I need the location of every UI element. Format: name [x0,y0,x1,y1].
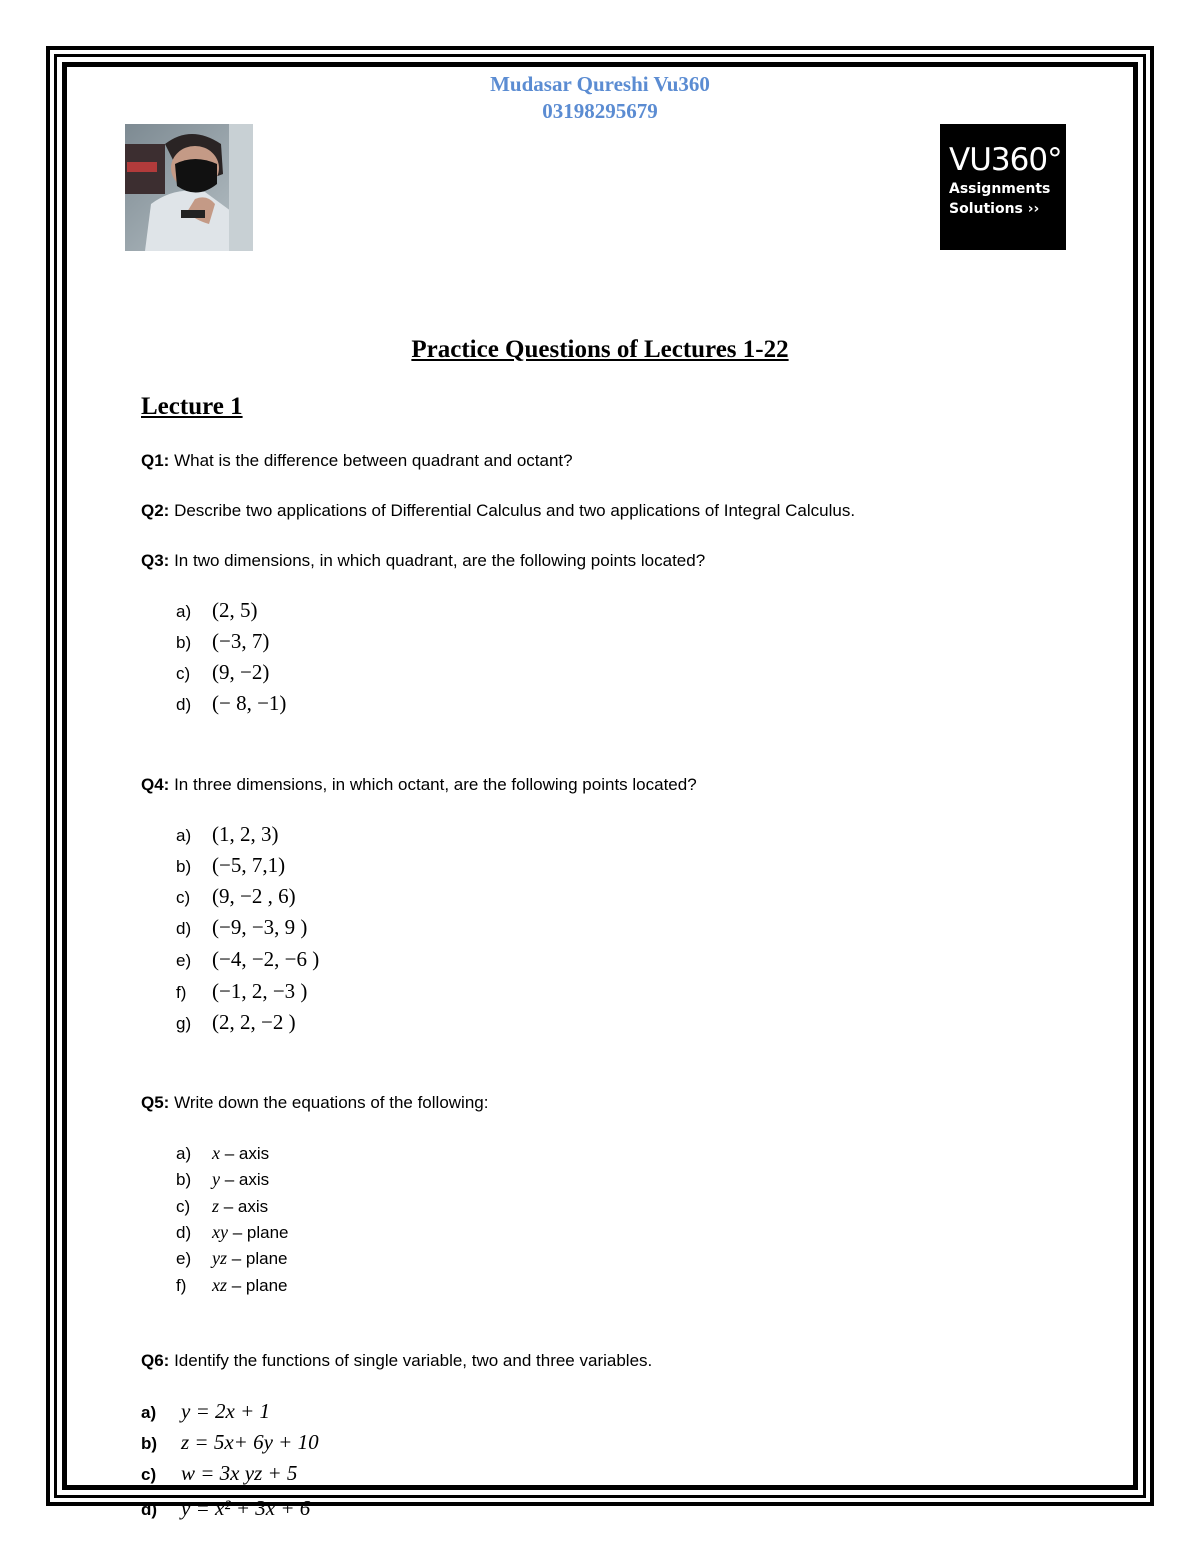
option-label: b) [176,633,192,652]
option-label: f) [176,1276,187,1295]
question-number: Q2: [141,501,170,520]
option-value: w = 3x yz + 5 [181,1461,298,1485]
question-3 [141,551,705,571]
option-value: (9, −2) [212,660,270,684]
lecture-heading: Lecture 1 [141,393,243,420]
question-text: In two dimensions, in which quadrant, are the following points located? [174,551,706,570]
question-4 [141,775,697,795]
option-value: z = 5x+ 6y + 10 [181,1430,319,1454]
option-item [176,1248,288,1269]
option-item [176,884,296,909]
option-rest: – axis [219,1197,269,1216]
question-6 [141,1351,652,1371]
option-label: e) [176,951,192,970]
option-variable: xz [212,1275,227,1295]
option-rest: – plane [227,1223,289,1242]
option-item [176,915,307,940]
option-label: g) [176,1014,192,1033]
option-variable: x [212,1143,220,1163]
option-value: (−4, −2, −6 ) [212,947,320,971]
double-chevron-icon: ›› [1027,201,1040,217]
option-item [176,1275,288,1296]
option-variable: yz [212,1248,227,1268]
option-item [176,1222,288,1243]
option-value: (−5, 7,1) [212,853,286,877]
option-item [176,853,285,878]
option-item [176,598,258,623]
option-variable: y [212,1169,220,1189]
option-item [176,691,286,716]
option-rest: – plane [227,1249,288,1268]
option-item [176,1196,268,1217]
question-number: Q1: [141,451,170,470]
option-label: a) [176,1144,192,1163]
question-1 [141,451,573,471]
option-item [176,947,319,972]
option-value: (−9, −3, 9 ) [212,915,308,939]
question-number: Q4: [141,775,170,794]
question-text: What is the difference between quadrant and octant? [174,451,573,470]
option-variable: z [212,1196,220,1216]
option-item [141,1496,310,1521]
option-label: d) [176,919,192,938]
question-text: Write down the equations of the following: [174,1093,489,1112]
question-2 [141,501,855,521]
option-variable: xy [212,1222,228,1242]
question-text: Identify the functions of single variable, two and three variables. [174,1351,653,1370]
option-label: a) [141,1403,157,1422]
option-rest: – axis [220,1144,270,1163]
option-value: y = 2x + 1 [181,1399,270,1423]
option-label: c) [141,1465,157,1484]
option-label: c) [176,1197,191,1216]
option-item [176,1169,269,1190]
logo-title: VU360° [949,142,1062,178]
option-item [176,660,269,685]
option-item [176,979,307,1004]
vu360-logo [940,124,1066,250]
logo-line-solutions: Solutions ›› [949,201,1040,217]
option-label: b) [176,1170,192,1189]
option-label: e) [176,1249,192,1268]
author-name: Mudasar Qureshi Vu360 [490,72,710,96]
question-5 [141,1093,488,1113]
option-value: (1, 2, 3) [212,822,279,846]
option-label: a) [176,602,192,621]
document-title: Practice Questions of Lectures 1-22 [411,336,789,363]
author-photo [125,124,253,251]
option-label: d) [141,1500,158,1519]
option-item [141,1399,270,1424]
option-value: (2, 5) [212,598,258,622]
option-value: (−3, 7) [212,629,270,653]
option-label: d) [176,1223,192,1242]
option-value: (9, −2 , 6) [212,884,296,908]
option-item [176,629,269,654]
option-value: y = x² + 3x + 6 [181,1496,311,1520]
option-item [176,1143,269,1164]
option-item [176,1010,296,1035]
question-number: Q3: [141,551,170,570]
question-number: Q5: [141,1093,170,1112]
option-label: b) [141,1434,158,1453]
option-rest: – axis [220,1170,270,1189]
option-item [141,1461,297,1486]
option-label: f) [176,983,187,1002]
option-item [176,822,279,847]
logo-line-assignments: Assignments [949,181,1051,197]
author-phone: 03198295679 [542,99,658,123]
option-rest: – plane [227,1276,288,1295]
option-label: b) [176,857,192,876]
question-text: Describe two applications of Differential Calculus and two applications of Integral Calculus. [174,501,856,520]
option-label: a) [176,826,192,845]
option-label: d) [176,695,192,714]
option-item [141,1430,319,1455]
option-value: (2, 2, −2 ) [212,1010,296,1034]
option-label: c) [176,664,191,683]
question-number: Q6: [141,1351,170,1370]
option-label: c) [176,888,191,907]
option-value: (− 8, −1) [212,691,287,715]
question-text: In three dimensions, in which octant, are the following points located? [174,775,697,794]
option-value: (−1, 2, −3 ) [212,979,308,1003]
